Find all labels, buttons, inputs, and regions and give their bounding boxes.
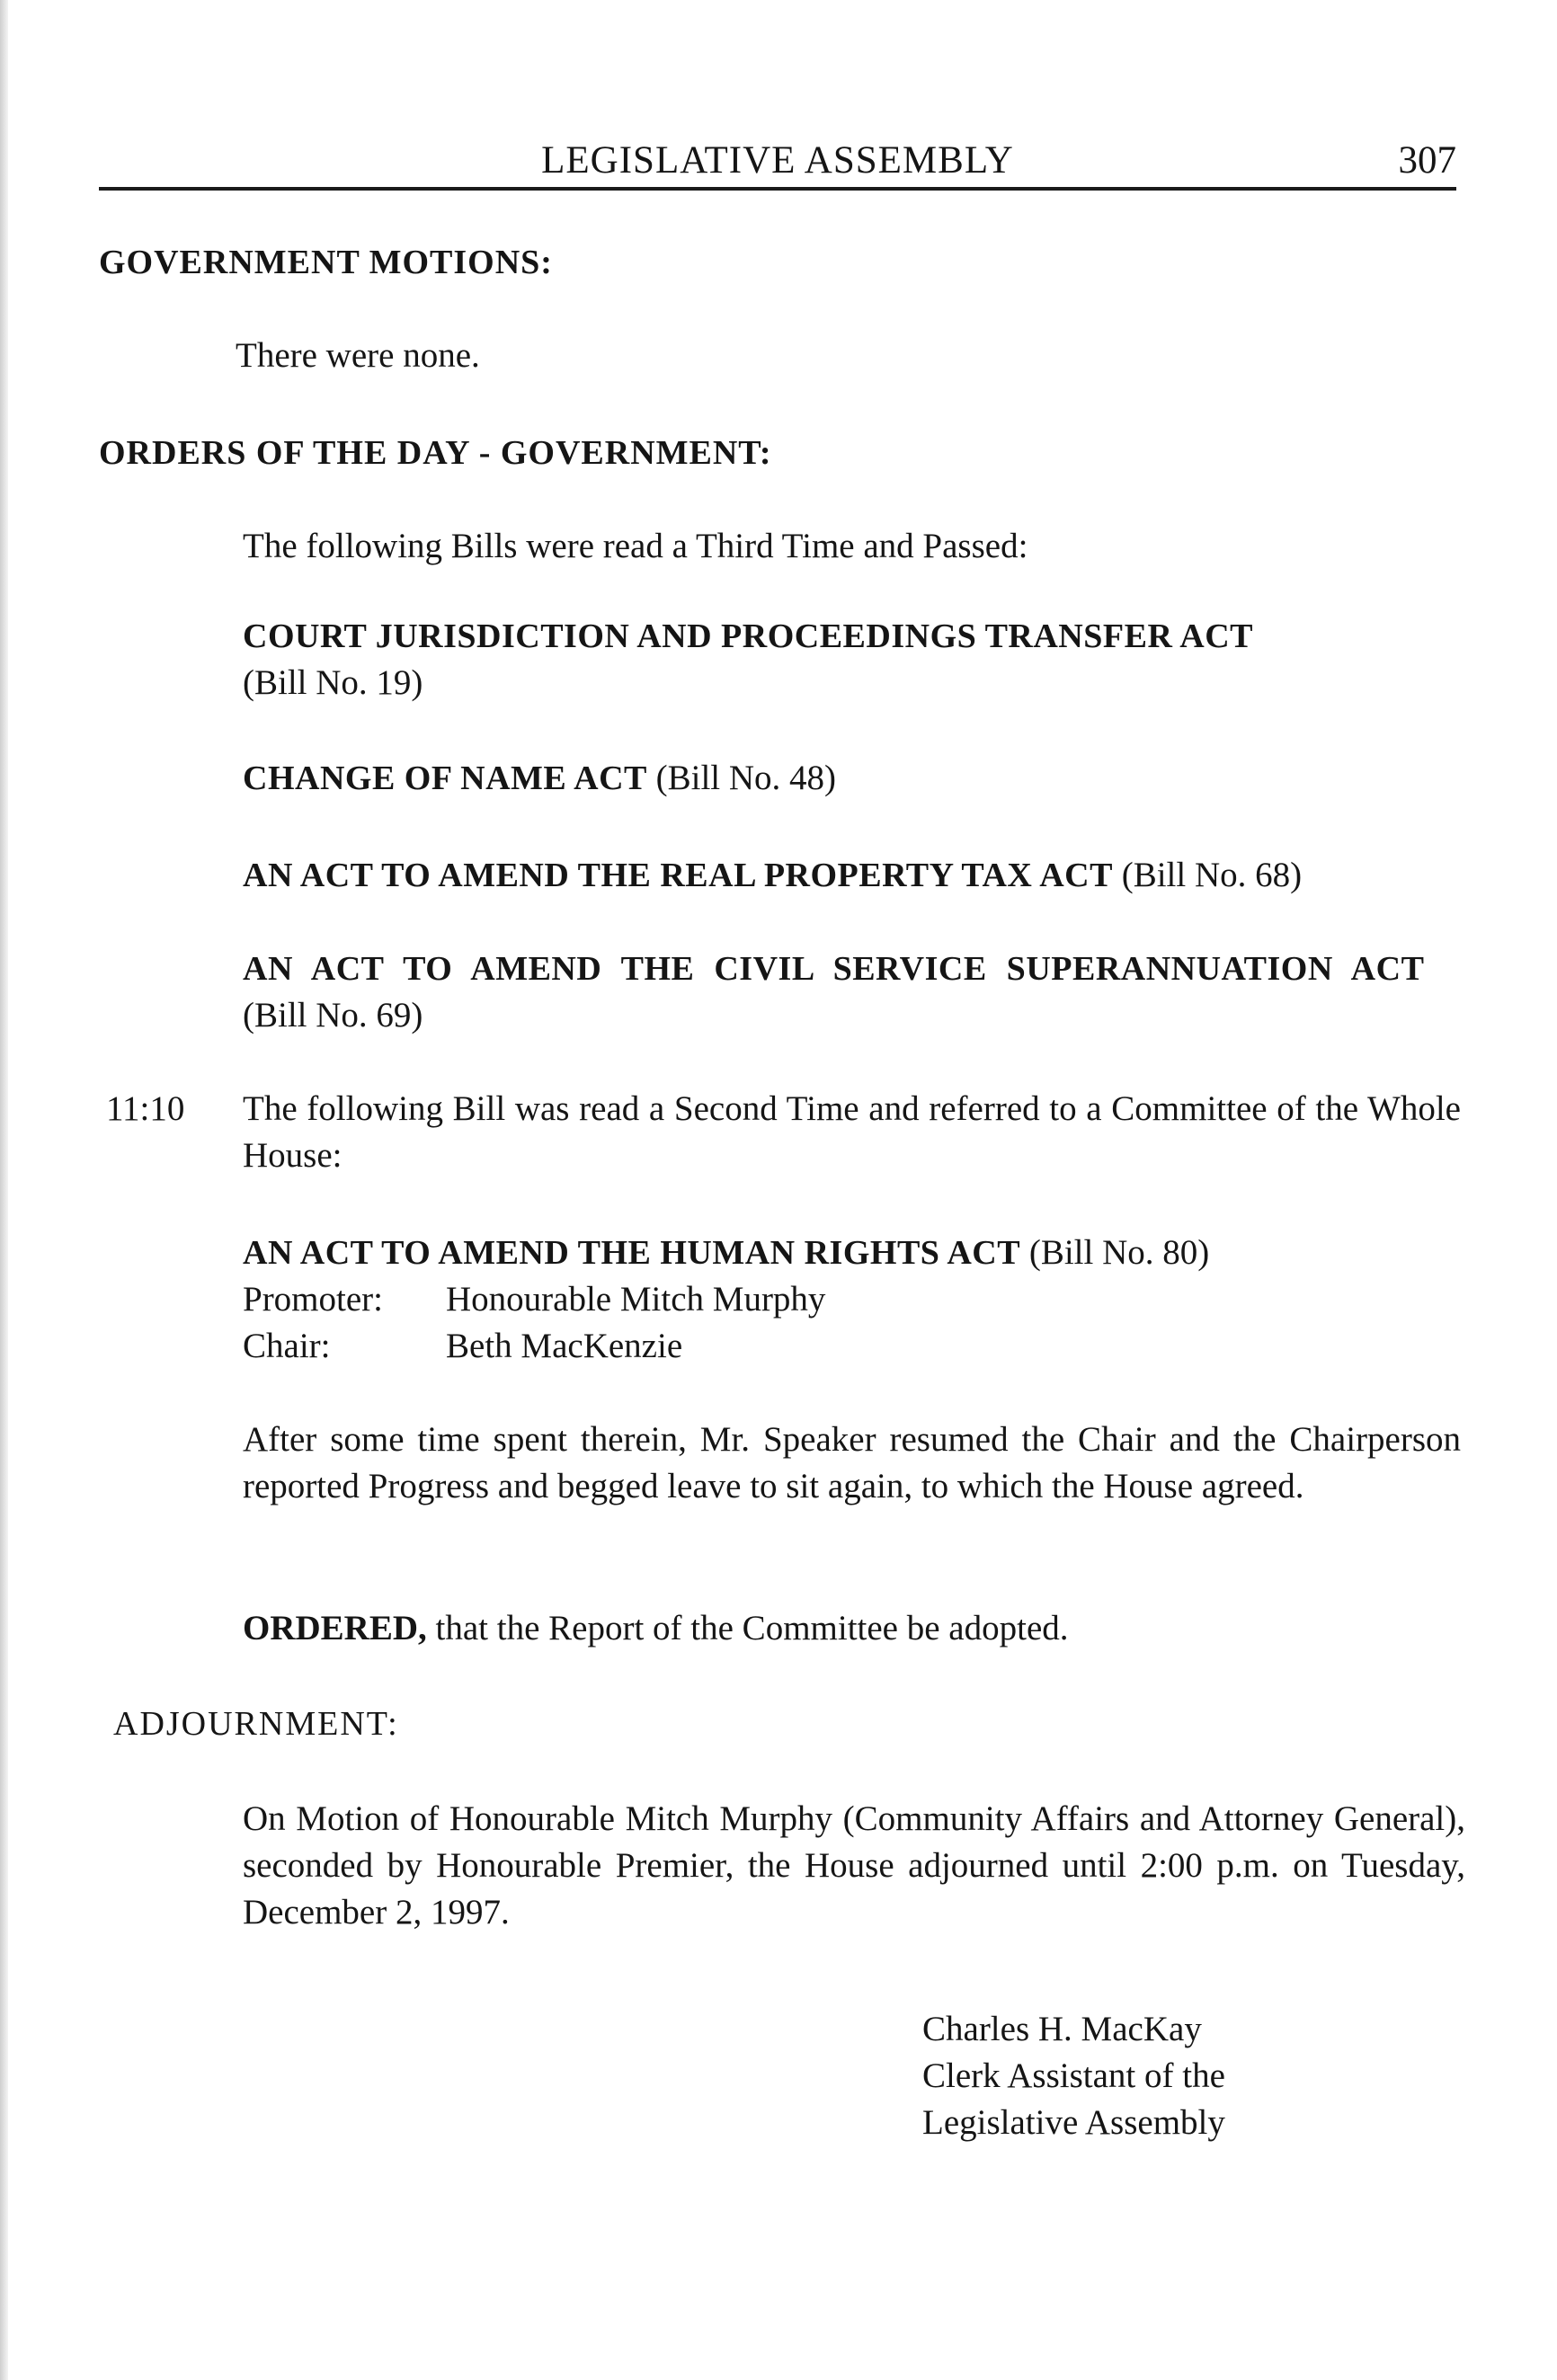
bill-number: (Bill No. 48) bbox=[655, 759, 837, 797]
time-stamp: 11:10 bbox=[106, 1089, 185, 1128]
scan-edge bbox=[0, 0, 8, 2380]
second-reading-intro: The following Bill was read a Second Time and referred to a Committee of the Whole House: bbox=[243, 1089, 1461, 1175]
bill-item bbox=[243, 613, 1461, 706]
page-header bbox=[99, 135, 1456, 191]
promoter-label: Promoter: bbox=[243, 1280, 383, 1319]
adjournment-heading: ADJOURNMENT: bbox=[113, 1705, 399, 1743]
bill-item bbox=[243, 755, 1461, 802]
bill-item bbox=[243, 946, 1461, 1039]
bill-title: AN ACT TO AMEND THE REAL PROPERTY TAX ACT bbox=[243, 857, 1113, 894]
signatory-name: Charles H. MacKay bbox=[922, 2010, 1202, 2048]
adjournment-text: On Motion of Honourable Mitch Murphy (Community Affairs and Attorney General), seconded by Honourable Premier, the House adjourned until 2:00 p.m. on Tuesday, December 2, 1997. bbox=[243, 1799, 1465, 1932]
promoter-name: Honourable Mitch Murphy bbox=[446, 1280, 826, 1319]
committee-report: After some time spent therein, Mr. Speaker resumed the Chair and the Chairperson reported Progress and begged leave to sit again, to which the House agreed. bbox=[243, 1420, 1461, 1505]
bill-title: CHANGE OF NAME ACT bbox=[243, 759, 647, 797]
bill-title: COURT JURISDICTION AND PROCEEDINGS TRANSFER ACT bbox=[243, 617, 1254, 655]
third-reading-intro: The following Bills were read a Third Time and Passed: bbox=[243, 527, 1028, 565]
chair-label: Chair: bbox=[243, 1327, 331, 1365]
ordered-statement bbox=[243, 1605, 1069, 1652]
page-number: 307 bbox=[1398, 139, 1456, 182]
orders-of-the-day-heading: ORDERS OF THE DAY - GOVERNMENT: bbox=[99, 434, 772, 472]
bill-title: AN ACT TO AMEND THE HUMAN RIGHTS ACT bbox=[243, 1234, 1021, 1272]
chair-name: Beth MacKenzie bbox=[446, 1327, 683, 1365]
bill-number: (Bill No. 68) bbox=[1121, 856, 1303, 894]
bill-number: (Bill No. 80) bbox=[1028, 1233, 1210, 1272]
signatory-title-line2: Legislative Assembly bbox=[922, 2103, 1225, 2142]
bill-title: AN ACT TO AMEND THE CIVIL SERVICE SUPERANNUATION ACT bbox=[243, 950, 1425, 988]
government-motions-text: There were none. bbox=[236, 336, 480, 375]
header-title: LEGISLATIVE ASSEMBLY bbox=[541, 139, 1014, 182]
bill-item bbox=[243, 852, 1465, 899]
government-motions-heading: GOVERNMENT MOTIONS: bbox=[99, 244, 553, 281]
bill-number: (Bill No. 69) bbox=[243, 996, 423, 1035]
signatory-title-line1: Clerk Assistant of the bbox=[922, 2056, 1225, 2095]
committee-bill bbox=[243, 1230, 1465, 1276]
ordered-label: ORDERED, bbox=[243, 1609, 427, 1647]
bill-number: (Bill No. 19) bbox=[243, 663, 423, 702]
ordered-text: that the Report of the Committee be adopted. bbox=[435, 1609, 1069, 1647]
